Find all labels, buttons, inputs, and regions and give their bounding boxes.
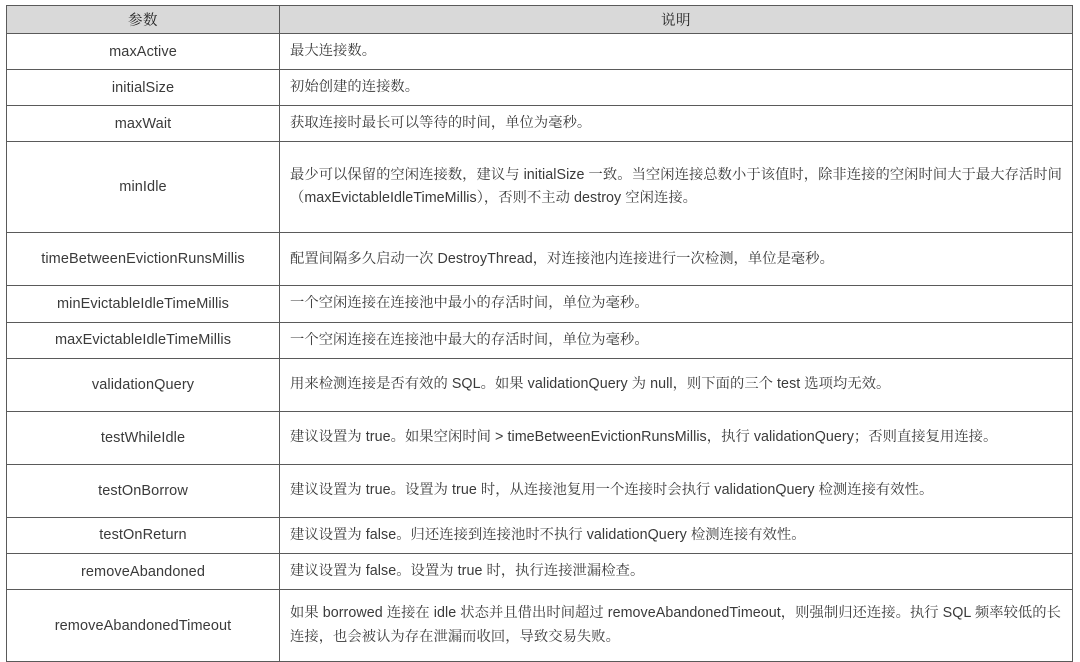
cell-parameter-name: maxActive xyxy=(7,34,280,70)
cell-parameter-description: 配置间隔多久启动一次 DestroyThread，对连接池内连接进行一次检测，单位是毫秒。 xyxy=(280,233,1073,286)
cell-parameter-description: 建议设置为 false。归还连接到连接池时不执行 validationQuery 检测连接有效性。 xyxy=(280,517,1073,553)
table-row xyxy=(7,70,1073,106)
cell-parameter-description: 建议设置为 true。设置为 true 时，从连接池复用一个连接时会执行 validationQuery 检测连接有效性。 xyxy=(280,464,1073,517)
table-row xyxy=(7,106,1073,142)
parameter-table-container xyxy=(6,5,1072,645)
table-row xyxy=(7,286,1073,322)
table-row xyxy=(7,553,1073,589)
cell-parameter-name: minEvictableIdleTimeMillis xyxy=(7,286,280,322)
column-header-param: 参数 xyxy=(7,6,280,34)
cell-parameter-name: testOnReturn xyxy=(7,517,280,553)
cell-parameter-name: removeAbandoned xyxy=(7,553,280,589)
cell-parameter-description: 初始创建的连接数。 xyxy=(280,70,1073,106)
cell-parameter-description: 获取连接时最长可以等待的时间，单位为毫秒。 xyxy=(280,106,1073,142)
cell-parameter-name: removeAbandonedTimeout xyxy=(7,590,280,662)
cell-parameter-name: maxEvictableIdleTimeMillis xyxy=(7,322,280,358)
cell-parameter-description: 一个空闲连接在连接池中最大的存活时间，单位为毫秒。 xyxy=(280,322,1073,358)
cell-parameter-description: 最大连接数。 xyxy=(280,34,1073,70)
column-header-desc: 说明 xyxy=(280,6,1073,34)
cell-parameter-description: 一个空闲连接在连接池中最小的存活时间，单位为毫秒。 xyxy=(280,286,1073,322)
parameter-table xyxy=(6,5,1073,662)
table-row xyxy=(7,34,1073,70)
table-body xyxy=(7,34,1073,662)
cell-parameter-name: testOnBorrow xyxy=(7,464,280,517)
table-row xyxy=(7,411,1073,464)
table-row xyxy=(7,322,1073,358)
table-header-row xyxy=(7,6,1073,34)
cell-parameter-description: 建议设置为 false。设置为 true 时，执行连接泄漏检查。 xyxy=(280,553,1073,589)
cell-parameter-name: testWhileIdle xyxy=(7,411,280,464)
table-row xyxy=(7,590,1073,662)
table-row xyxy=(7,517,1073,553)
table-row xyxy=(7,233,1073,286)
cell-parameter-name: validationQuery xyxy=(7,358,280,411)
cell-parameter-description: 用来检测连接是否有效的 SQL。如果 validationQuery 为 null，则下面的三个 test 选项均无效。 xyxy=(280,358,1073,411)
cell-parameter-name: minIdle xyxy=(7,142,280,233)
cell-parameter-name: maxWait xyxy=(7,106,280,142)
table-row xyxy=(7,358,1073,411)
table-header xyxy=(7,6,1073,34)
cell-parameter-description: 最少可以保留的空闲连接数，建议与 initialSize 一致。当空闲连接总数小于该值时，除非连接的空闲时间大于最大存活时间（maxEvictableIdleTimeMillis），否则不主动 destroy 空闲连接。 xyxy=(280,142,1073,233)
table-row xyxy=(7,142,1073,233)
table-row xyxy=(7,464,1073,517)
cell-parameter-description: 如果 borrowed 连接在 idle 状态并且借出时间超过 removeAbandonedTimeout，则强制归还连接。执行 SQL 频率较低的长连接，也会被认为存在泄漏而收回，导致交易失败。 xyxy=(280,590,1073,662)
cell-parameter-description: 建议设置为 true。如果空闲时间 > timeBetweenEvictionRunsMillis，执行 validationQuery；否则直接复用连接。 xyxy=(280,411,1073,464)
cell-parameter-name: timeBetweenEvictionRunsMillis xyxy=(7,233,280,286)
cell-parameter-name: initialSize xyxy=(7,70,280,106)
